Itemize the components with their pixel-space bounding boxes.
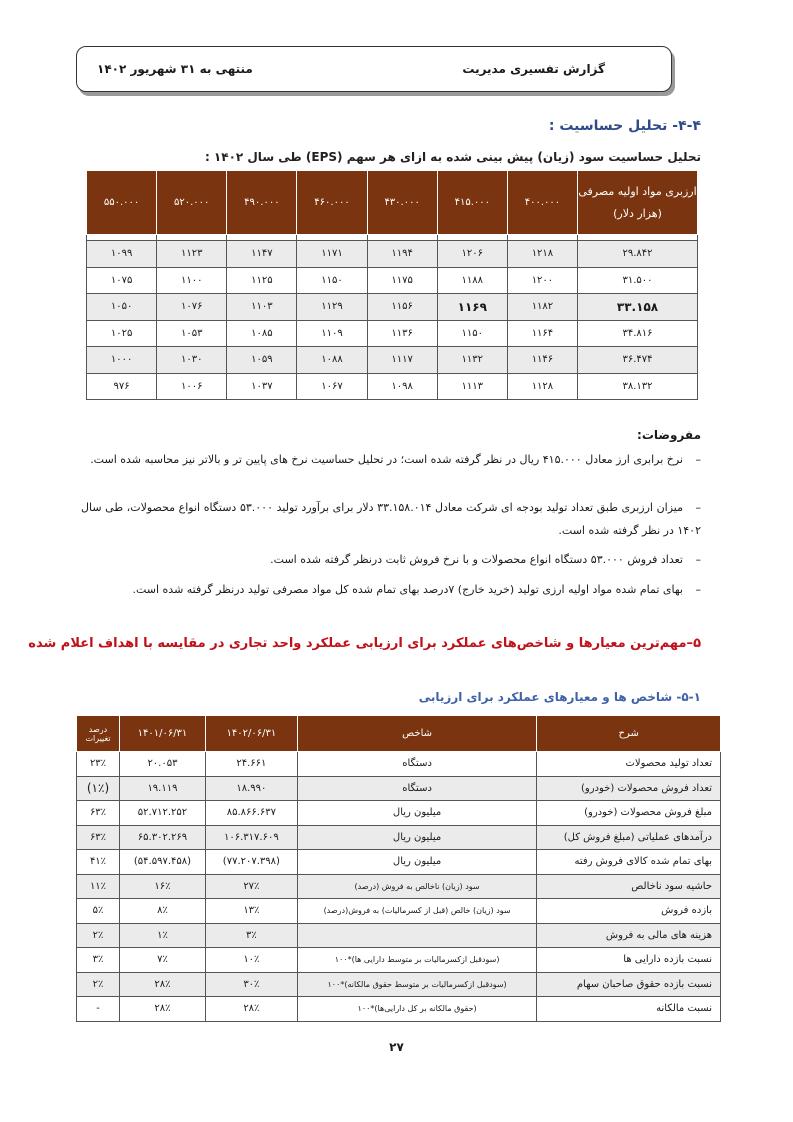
kpi-1401: ۵۲.۷۱۲.۲۵۲ [120,801,206,826]
kpi-1402: ۲۸٪ [205,997,297,1022]
table-row [77,752,721,777]
table-row [77,825,721,850]
table-cell: ۱۱۴۷ [227,241,297,268]
table-row [77,923,721,948]
table-cell: ۱۱۵۰ [297,267,367,294]
table-row [87,294,698,321]
sensitivity-row-header: ارزبری مواد اولیه مصرفی (هزار دلار) [578,171,698,235]
table-row [77,948,721,973]
page-header [76,46,672,92]
kpi-desc: نسبت مالکانه [537,997,721,1022]
table-cell: ۱۱۸۸ [437,267,507,294]
kpi-1401: ۲۸٪ [120,972,206,997]
kpi-index: دستگاه [297,752,537,777]
table-row [77,874,721,899]
kpi-1402: ۳۰٪ [205,972,297,997]
table-cell: ۱۱۲۳ [157,241,227,268]
assumption-text: میزان ارزبری طبق تعداد تولید بودجه ای شرکت معادل ۳۳.۱۵۸.۰۱۴ دلار برای برآورد تولید ۵۳.۰۰۰ دستگاه انواع محصولات، طی سال ۱۴۰۲ در نظر گرفته شده است. [81,501,701,537]
table-row [77,899,721,924]
kpi-change: ۶۳٪ [77,825,120,850]
table-cell: ۱۰۳۷ [227,373,297,400]
table-row [87,241,698,268]
table-cell: ۱۰۷۶ [157,294,227,321]
page-number: ۲۷ [389,1040,404,1054]
kpi-change: ۴۱٪ [77,850,120,875]
kpi-1402: ۱۰۶.۳۱۷.۶۰۹ [205,825,297,850]
table-cell: ۱۰۰۰ [87,347,157,374]
kpi-index: سود (زیان) ناخالص به فروش (درصد) [297,874,537,899]
table-cell: ۱۲۰۶ [437,241,507,268]
table-cell: ۱۱۱۳ [437,373,507,400]
assumption-item [81,448,701,471]
row-label: ۲۹.۸۴۲ [578,241,698,268]
assumption-item [81,578,701,601]
row-label: ۳۶.۴۷۴ [578,347,698,374]
kpi-1401: ۷٪ [120,948,206,973]
kpi-change: ۲٪ [77,972,120,997]
table-cell: ۱۱۵۰ [437,320,507,347]
section-4-4-title: ۴-۴- تحلیل حساسیت : [548,118,701,134]
table-cell: ۱۰۰۶ [157,373,227,400]
kpi-1401: ۲۸٪ [120,997,206,1022]
table-row [87,373,698,400]
kpi-1402: ۳٪ [205,923,297,948]
table-cell: ۱۰۷۵ [87,267,157,294]
assumption-text: بهای تمام شده مواد اولیه ارزی تولید (خرید خارج) ۷درصد بهای تمام شده کل مواد مصرفی تولید درنظر گرفته شده است. [132,583,683,596]
kpi-index: میلیون ریال [297,825,537,850]
table-cell: ۱۰۵۰ [87,294,157,321]
table-cell: ۱۱۷۱ [297,241,367,268]
kpi-desc: تعداد فروش محصولات (خودرو) [537,776,721,801]
sensitivity-col-header: ۴۳۰.۰۰۰ [367,171,437,235]
table-row [87,347,698,374]
kpi-change: ۳٪ [77,948,120,973]
table-cell: ۱۱۵۶ [367,294,437,321]
dash-bullet: – [695,553,701,566]
kpi-index: سود (زیان) خالص (قبل از کسرمالیات) به فروش(درصد) [297,899,537,924]
assumption-text: تعداد فروش ۵۳.۰۰۰ دستگاه انواع محصولات و با نرخ فروش ثابت درنظر گرفته شده است. [270,553,683,566]
dash-bullet: – [695,501,701,514]
kpi-desc: بهای تمام شده کالای فروش رفته [537,850,721,875]
assumption-text: نرخ برابری ارز معادل ۴۱۵.۰۰۰ ریال در نظر گرفته شده است؛ در تحلیل حساسیت نرخ های پایین تر و بالاتر نیز محاسبه شده است. [90,453,683,466]
table-cell: ۱۰۵۳ [157,320,227,347]
kpi-change: ۲٪ [77,923,120,948]
kpi-change: (۱٪) [77,776,120,801]
kpi-1401: ۱۹.۱۱۹ [120,776,206,801]
section-5-1-title: ۵-۱- شاخص ها و معیارهای عملکرد برای ارزیابی [418,690,701,704]
table-row [87,320,698,347]
table-cell: ۱۰۲۵ [87,320,157,347]
table-cell: ۱۲۰۰ [507,267,577,294]
table-cell: ۱۰۸۵ [227,320,297,347]
table-cell: ۱۱۶۴ [507,320,577,347]
section-5-title: ۵–مهم‌ترین معیارها و شاخص‌های عملکرد برای ارزیابی عملکرد واحد تجاری در مقایسه با اهداف اعلام شده [28,636,701,651]
kpi-index: (سودقبل ازکسرمالیات بر متوسط دارایی ها)*۱۰۰ [297,948,537,973]
table-cell: ۱۱۰۹ [297,320,367,347]
header-change: درصد تغییرات [77,716,120,752]
kpi-desc: بازده فروش [537,899,721,924]
row-label: ۳۴.۸۱۶ [578,320,698,347]
header-desc: شرح [537,716,721,752]
kpi-index: میلیون ریال [297,801,537,826]
dash-bullet: – [695,583,701,596]
kpi-change: ۵٪ [77,899,120,924]
kpi-index: میلیون ریال [297,850,537,875]
table-row [77,776,721,801]
kpi-index: دستگاه [297,776,537,801]
kpi-header-row [77,716,721,752]
kpi-change: - [77,997,120,1022]
header-index: شاخص [297,716,537,752]
table-cell: ۱۲۱۸ [507,241,577,268]
kpi-desc: نسبت بازده حقوق صاحبان سهام [537,972,721,997]
report-period: منتهی به ۳۱ شهریور ۱۴۰۲ [97,62,253,76]
table-cell: ۱۱۷۵ [367,267,437,294]
kpi-index: (حقوق مالکانه بر کل دارایی‌ها)*۱۰۰ [297,997,537,1022]
table-cell: ۱۱۳۲ [437,347,507,374]
table-cell: ۱۱۴۶ [507,347,577,374]
table-cell: ۱۱۲۹ [297,294,367,321]
table-cell: ۱۰۸۸ [297,347,367,374]
table-cell: ۹۷۶ [87,373,157,400]
kpi-index [297,923,537,948]
kpi-1402: ۲۴.۶۶۱ [205,752,297,777]
table-row [77,972,721,997]
kpi-desc: حاشیه سود ناخالص [537,874,721,899]
table-row [87,267,698,294]
section-4-4-subtitle: تحلیل حساسیت سود (زیان) پیش بینی شده به ازای هر سهم (EPS) طی سال ۱۴۰۲ : [204,150,701,164]
kpi-1401: (۵۴.۵۹۷.۴۵۸) [120,850,206,875]
row-label: ۳۸.۱۳۲ [578,373,698,400]
kpi-1402: ۲۷٪ [205,874,297,899]
kpi-change: ۱۱٪ [77,874,120,899]
kpi-1402: ۸۵.۸۶۶.۶۳۷ [205,801,297,826]
row-label: ۳۳.۱۵۸ [578,294,698,321]
table-cell: ۱۱۳۶ [367,320,437,347]
table-cell: ۱۰۵۹ [227,347,297,374]
sensitivity-col-header: ۵۵۰.۰۰۰ [87,171,157,235]
table-cell: ۱۱۹۴ [367,241,437,268]
kpi-change: ۶۳٪ [77,801,120,826]
sensitivity-header-row [87,171,698,235]
sensitivity-col-header: ۴۰۰.۰۰۰ [507,171,577,235]
header-1401: ۱۴۰۱/۰۶/۳۱ [120,716,206,752]
table-cell: ۱۰۹۸ [367,373,437,400]
table-cell: ۱۱۲۸ [507,373,577,400]
table-cell: ۱۰۹۹ [87,241,157,268]
dash-bullet: – [695,453,701,466]
kpi-1401: ۱٪ [120,923,206,948]
row-label: ۳۱.۵۰۰ [578,267,698,294]
sensitivity-table [86,170,698,400]
table-cell: ۱۰۶۷ [297,373,367,400]
kpi-desc: تعداد تولید محصولات [537,752,721,777]
kpi-1401: ۶۵.۳۰۲.۲۶۹ [120,825,206,850]
kpi-1402: ۱۸.۹۹۰ [205,776,297,801]
sensitivity-col-header: ۵۲۰.۰۰۰ [157,171,227,235]
header-1402: ۱۴۰۲/۰۶/۳۱ [205,716,297,752]
kpi-table [76,715,721,1022]
table-cell: ۱۱۲۵ [227,267,297,294]
kpi-1402: (۷۷.۲۰۷.۳۹۸) [205,850,297,875]
table-cell: ۱۱۰۰ [157,267,227,294]
kpi-desc: هزینه های مالی به فروش [537,923,721,948]
kpi-1402: ۱۳٪ [205,899,297,924]
sensitivity-col-header: ۴۹۰.۰۰۰ [227,171,297,235]
table-cell: ۱۱۱۷ [367,347,437,374]
table-cell: ۱۰۳۰ [157,347,227,374]
report-title: گزارش تفسیری مدیریت [462,62,605,76]
table-row [77,801,721,826]
assumption-item [81,496,701,542]
assumptions-title: مفروضات: [637,428,701,442]
kpi-1401: ۱۶٪ [120,874,206,899]
kpi-change: ۲۳٪ [77,752,120,777]
table-cell: ۱۱۰۳ [227,294,297,321]
kpi-1401: ۲۰.۰۵۳ [120,752,206,777]
table-cell: ۱۱۸۲ [507,294,577,321]
kpi-index: (سودقبل ازکسرمالیات بر متوسط حقوق مالکانه)*۱۰۰ [297,972,537,997]
kpi-desc: نسبت بازده دارایی ها [537,948,721,973]
kpi-1401: ۸٪ [120,899,206,924]
table-row [77,850,721,875]
table-row [77,997,721,1022]
table-cell: ۱۱۶۹ [437,294,507,321]
kpi-desc: مبلغ فروش محصولات (خودرو) [537,801,721,826]
sensitivity-col-header: ۴۱۵.۰۰۰ [437,171,507,235]
assumption-item [81,548,701,571]
kpi-desc: درآمدهای عملیاتی (مبلغ فروش کل) [537,825,721,850]
sensitivity-col-header: ۴۶۰.۰۰۰ [297,171,367,235]
kpi-1402: ۱۰٪ [205,948,297,973]
